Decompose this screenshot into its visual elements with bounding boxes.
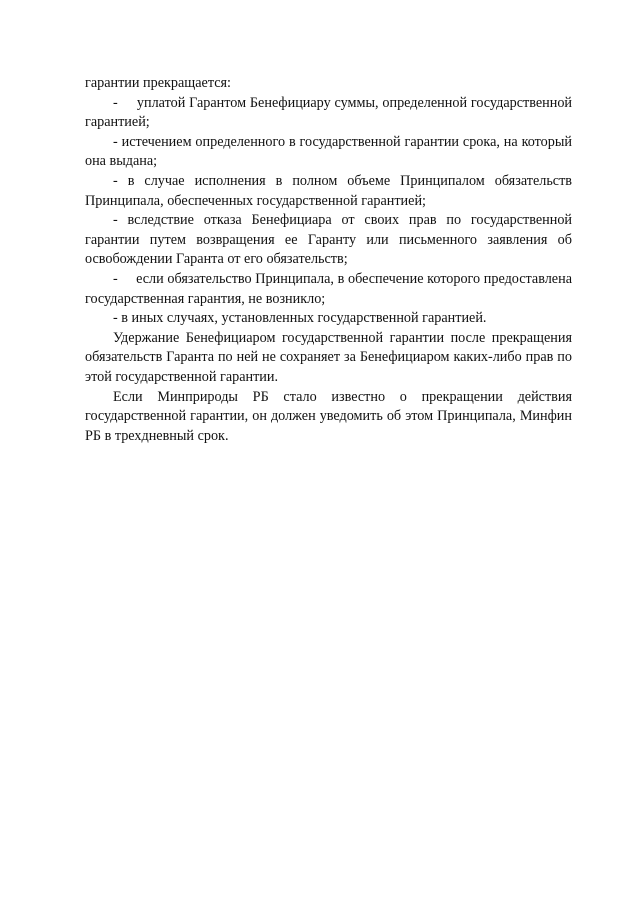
paragraph-continuation: гарантии прекращается:	[85, 75, 231, 91]
document-page	[85, 74, 572, 446]
list-item-refusal: - вследствие отказа Бенефициара от своих прав по государственной гарантии путем возвращения ее Гаранту или письменного заявления об освобождении Гаранта от его обязательств;	[85, 212, 572, 268]
list-item-other-cases: - в иных случаях, установленных государственной гарантией.	[113, 310, 487, 327]
paragraph-retention: Удержание Бенефициаром государственной гарантии после прекращения обязательств Гаранта по ней не сохраняет за Бенефициаром каких-либо прав по этой государственной гарантии.	[85, 329, 572, 385]
list-item-term-expiry: - истечением определенного в государственной гарантии срока, на который она выдана;	[85, 133, 572, 170]
list-item-obligation-not-arisen: - если обязательство Принципала, в обеспечение которого предоставлена государственная гарантия, не возникло;	[85, 270, 572, 307]
list-item-payment: - уплатой Гарантом Бенефициару суммы, определенной государственной гарантией;	[85, 94, 572, 131]
list-item-execution: - в случае исполнения в полном объеме Принципалом обязательств Принципала, обеспеченных государственной гарантией;	[85, 172, 572, 209]
paragraph-notification: Если Минприроды РБ стало известно о прекращении действия государственной гарантии, он должен уведомить об этом Принципала, Минфин РБ в трехдневный срок.	[85, 388, 572, 444]
